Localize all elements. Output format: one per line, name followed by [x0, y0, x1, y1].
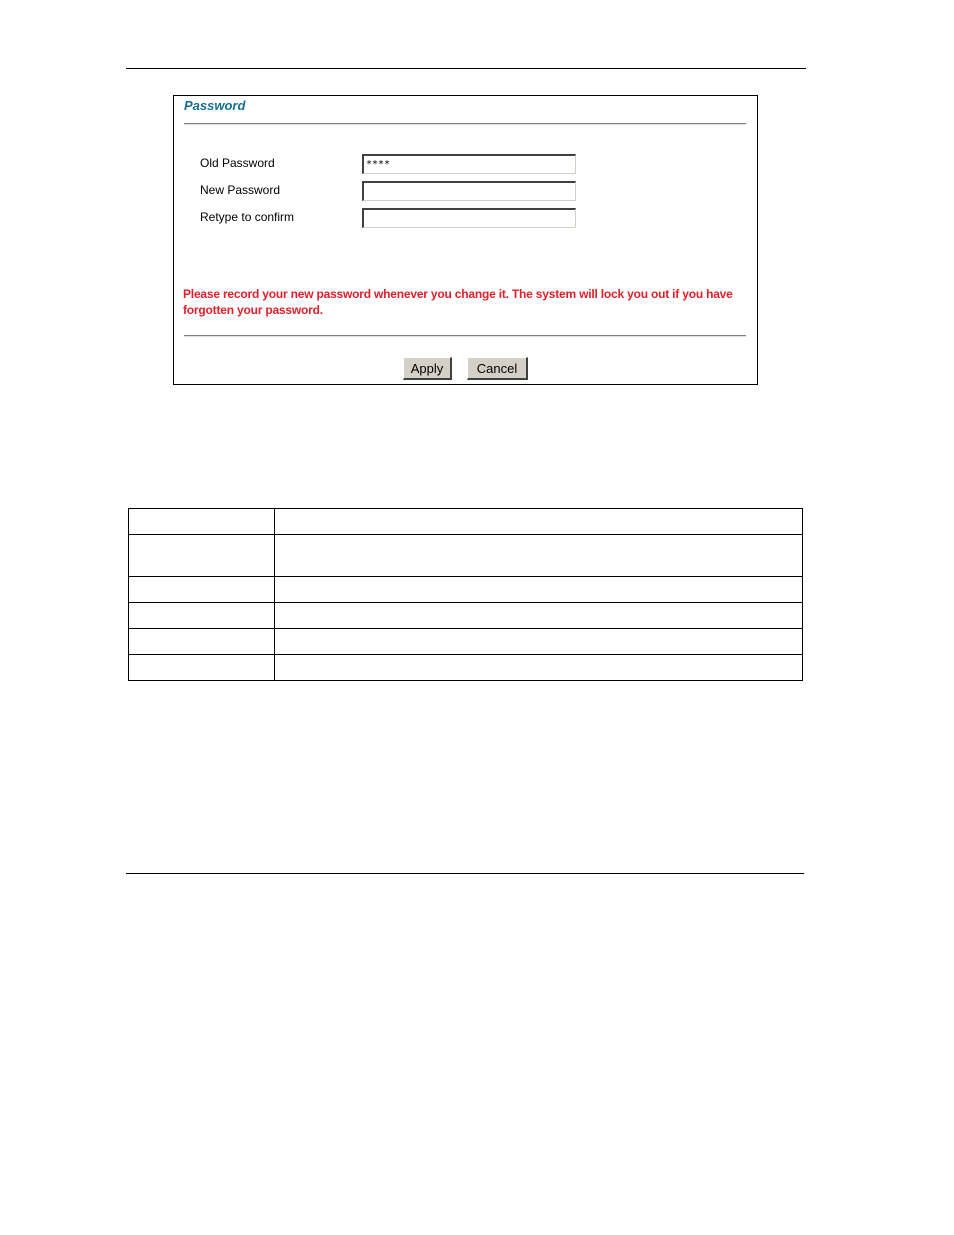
- table-cell: [129, 629, 275, 655]
- panel-title: Password: [184, 98, 246, 113]
- description-table: [128, 508, 803, 681]
- table-row: [129, 603, 803, 629]
- apply-button[interactable]: Apply: [403, 357, 452, 380]
- panel-divider-top: [184, 123, 746, 125]
- table-cell: [275, 577, 803, 603]
- table-row: [129, 509, 803, 535]
- table-cell: [275, 629, 803, 655]
- table-row: [129, 655, 803, 681]
- table-cell: [129, 535, 275, 577]
- panel-divider-bottom: [184, 335, 746, 337]
- new-password-label: New Password: [200, 183, 281, 197]
- new-password-input[interactable]: [362, 181, 576, 201]
- table-row: [129, 535, 803, 577]
- table-cell: [275, 655, 803, 681]
- table-cell: [129, 509, 275, 535]
- table-row: [129, 629, 803, 655]
- retype-password-input[interactable]: [362, 208, 576, 228]
- old-password-input[interactable]: [362, 154, 576, 174]
- footer-rule: [126, 873, 804, 874]
- table-row: [129, 577, 803, 603]
- table-cell: [275, 535, 803, 577]
- table-cell: [275, 603, 803, 629]
- retype-password-label: Retype to confirm: [200, 210, 295, 224]
- cancel-button[interactable]: Cancel: [467, 357, 528, 380]
- table-cell: [129, 603, 275, 629]
- table-cell: [129, 577, 275, 603]
- table-cell: [275, 509, 803, 535]
- password-panel: [173, 95, 758, 385]
- table-cell: [129, 655, 275, 681]
- header-rule: [126, 68, 806, 69]
- password-warning-text: Please record your new password whenever you change it. The system will lock you out if you have forgotten your password.: [183, 287, 733, 317]
- old-password-label: Old Password: [200, 156, 275, 170]
